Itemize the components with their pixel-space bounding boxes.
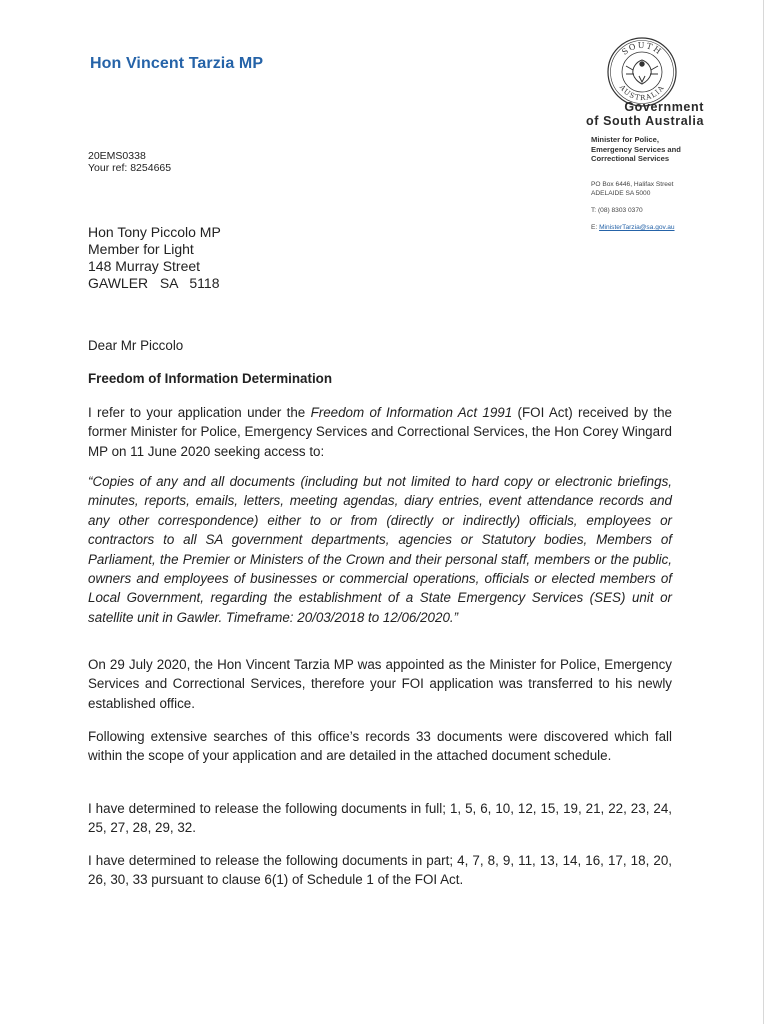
minister-name: Hon Vincent Tarzia MP bbox=[90, 55, 264, 72]
para1-text: (FOI Act) received by the former Minister for Police, Emergency Services and Correctional Services, the Hon Corey Wingard MP on 11 June 2020 seeking access to: bbox=[88, 405, 672, 459]
act-title: Freedom of Information Act 1991 bbox=[310, 405, 513, 420]
recipient-line: Hon Tony Piccolo MP bbox=[88, 224, 221, 240]
minister-portfolio bbox=[591, 135, 681, 164]
page-edge-divider bbox=[763, 0, 764, 1024]
your-reference: Your ref: 8254665 bbox=[88, 162, 172, 174]
recipient-line: Member for Light bbox=[88, 241, 194, 257]
government-wordmark bbox=[586, 100, 704, 128]
paragraph-application bbox=[88, 403, 672, 461]
email-contact bbox=[591, 224, 675, 231]
portfolio-line: Emergency Services and bbox=[591, 144, 681, 154]
sa-government-seal-icon bbox=[606, 36, 678, 108]
seal-top-text: SOUTH bbox=[620, 40, 664, 57]
portfolio-line: Minister for Police, bbox=[591, 135, 659, 144]
address-line: ADELAIDE SA 5000 bbox=[591, 189, 651, 197]
portfolio-line: Correctional Services bbox=[591, 154, 670, 164]
postal-address bbox=[591, 181, 673, 198]
seal-bottom-text: AUSTRALIA bbox=[617, 83, 667, 103]
gov-line-1: Government bbox=[624, 100, 704, 114]
recipient-line: 148 Murray Street bbox=[88, 258, 201, 274]
reference-numbers bbox=[88, 150, 171, 174]
paragraph-searches: Following extensive searches of this office’s records 33 documents were discovered which fall within the scope of your application and are detailed in the attached document schedule. bbox=[88, 729, 672, 764]
paragraph-release-full: I have determined to release the following documents in full; 1, 5, 6, 10, 12, 15, 19, 21, 22, 23, 24, 25, 27, 28, 29, 32. bbox=[88, 801, 672, 836]
letter-subject: Freedom of Information Determination bbox=[88, 371, 333, 386]
para1-text: I refer to your application under the bbox=[88, 405, 311, 420]
gov-line-2: of South Australia bbox=[586, 114, 704, 128]
phone-number: T: (08) 8303 0370 bbox=[591, 207, 643, 214]
email-link[interactable]: MinisterTarzia@sa.gov.au bbox=[599, 224, 675, 231]
our-reference: 20EMS0338 bbox=[88, 150, 146, 162]
recipient-address bbox=[88, 224, 221, 292]
paragraph-release-part: I have determined to release the following documents in part; 4, 7, 8, 9, 11, 13, 14, 16, 17, 18, 20, 26, 30, 33 pursuant to clause 6(1) of Schedule 1 of the FOI Act. bbox=[88, 853, 672, 888]
address-line: PO Box 6446, Halifax Street bbox=[591, 181, 674, 188]
salutation: Dear Mr Piccolo bbox=[88, 338, 184, 353]
request-quote: “Copies of any and all documents (including but not limited to hard copy or electronic briefings, minutes, reports, emails, letters, meeting agendas, diary entries, event attendance records and any other correspondence) either to or from (directly or indirectly) officials, employees or contractors to all SA government departments, agencies or Statutory bodies, Members of Parliament, the Premier or Ministers of the Crown and their personal staff, members or the public, owners and employees of businesses or commercial operations, officials or elected members of Local Government, regarding the establishment of a State Emergency Services (SES) unit or satellite unit in Gawler. Timeframe: 20/03/2018 to 12/06/2020.” bbox=[88, 474, 672, 625]
email-prefix: E: bbox=[591, 224, 600, 231]
recipient-line: GAWLER SA 5118 bbox=[88, 275, 220, 291]
paragraph-transfer: On 29 July 2020, the Hon Vincent Tarzia MP was appointed as the Minister for Police, Emergency Services and Correctional Services, therefore your FOI application was transferred to his newly established office. bbox=[88, 657, 672, 711]
